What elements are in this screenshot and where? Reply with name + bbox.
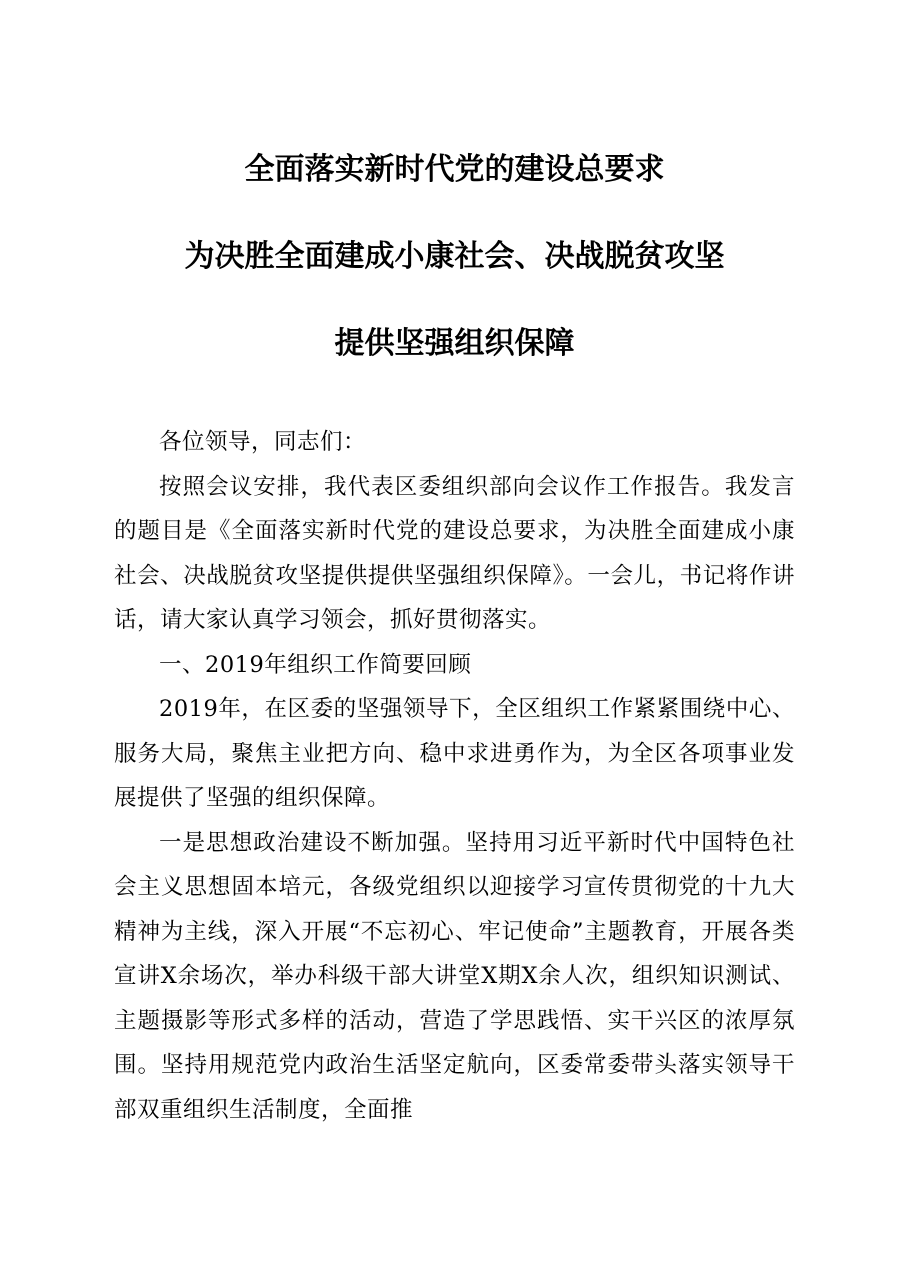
paragraph-review: 2019年，在区委的坚强领导下，全区组织工作紧紧围绕中心、服务大局，聚焦主业把方向、稳中求进勇作为，为全区各项事业发展提供了坚强的组织保障。 — [114, 696, 795, 811]
document-title — [114, 152, 795, 362]
salutation: 各位领导，同志们： — [159, 429, 367, 455]
section-heading: 一、2019年组织工作简要回顾 — [159, 651, 472, 678]
title-line-1: 全面落实新时代党的建设总要求 — [244, 152, 665, 187]
title-line-3: 提供坚强组织保障 — [334, 326, 575, 361]
document-body — [114, 420, 795, 1132]
title-line-2: 为决胜全面建成小康社会、决战脱贫攻坚 — [184, 239, 725, 274]
paragraph-political-building: 一是思想政治建设不断加强。坚持用习近平新时代中国特色社会主义思想固本培元，各级党组织以迎接学习宣传贯彻党的十九大精神为主线，深入开展“不忘初心、牢记使命”主题教育，开展各类宣讲X余场次，举办科级干部大讲堂X期X余人次，组织知识测试、主题摄影等形式多样的活动，营造了学思践悟、实干兴区的浓厚氛围。坚持用规范党内政治生活坚定航向，区委常委带头落实领导干部双重组织生活制度，全面推 — [114, 829, 795, 1123]
paragraph-intro: 按照会议安排，我代表区委组织部向会议作工作报告。我发言的题目是《全面落实新时代党的建设总要求，为决胜全面建成小康社会、决战脱贫攻坚提供提供坚强组织保障》。一会儿，书记将作讲话，请大家认真学习领会，抓好贯彻落实。 — [114, 473, 795, 633]
